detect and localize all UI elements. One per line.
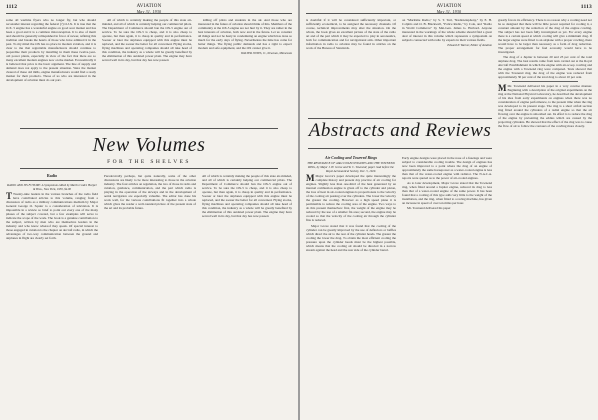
body-text: is doubtful if it will be considered sufficiently important, or sufficiently economical, to be assigned the necessary channels. Of course, technical improvements may alter the situation. On the whole, the book gives an excellent picture of the state of the radio art and of the part which it may be expected to play in aeronautics, both for communication and for navigational aids. Other important information in radio to aviation may be found in articles on the work of the Bureau of Standards. [306, 18, 396, 50]
top-column-1 [306, 18, 396, 116]
right-page [300, 0, 598, 420]
section-title-text: New Volumes [92, 134, 206, 156]
review-heading: Radio [46, 174, 58, 178]
review-body: T Twenty-nine leaders in the various branches of the radio field have contributed articles to this volume, ranging from a discussion of radio as a military communications medium by Major General George O. Squier to a consideration of television. It is impossible in a review so brief to point out every one of the many phases of the subject covered, but a few examples will serve to indicate the scope of the work. The book is a genuine contribution to the subject, written by men who are themselves leaders in the industry and who know whereof they speak. Of special interest to those engaged in aviation is the chapter on aircraft radio, in which the advantages of two-way communication between the ground and airplanes in flight are clearly set forth. [6, 190, 98, 241]
letter-column-3 [198, 18, 292, 124]
article-body: Early engine designs were placed in the nose of a fuselage and were subject to considerable cooling trouble. The design of engines has now been improved to a point where the drag of an engine of approximately the same horsepower as a water-cooled engine is less than that of the water-cooled engine with radiator. The N.A.C.A. reports were quoted as to the power of air-cooled engines. [402, 156, 492, 180]
article-body: M Mr. Townend delivered his paper in a very concise manner. Beginning with a description of the original experiments on the ring at the National Physical Laboratory, he described the development of his idea from early experiments on engines when there was no consideration of engine performance, to the present time when the ring was developed to its present stage. The ring is a short airfoil section ring fitted around the cylinders of a radial engine so that the air flowing over the engine is smoothed out. Its effect is to reduce the drag of the engine by preventing the eddies which are caused by the projecting cylinders. He showed that the effect of the ring was to cause the flow of air to follow the contours of the cowling more closely. [498, 82, 592, 129]
article-title: Air Cooling and Towered Rings [324, 156, 378, 160]
article-column-1 [306, 156, 396, 416]
top-column-2 [402, 18, 492, 116]
letter-signature: WALTER JONES, Jr., Newman, Minnesota [240, 51, 292, 56]
article-body: Major Grove stated that it was found that the cooling of the cylinder can be greatly improved by the use of deflectors or baffles which direct the air to the rear of the cylinder heads. The greater the cooling the lower the drag. To obtain the most efficient cooling the pressure upon the cylinder heads must be the highest possible, which means that the cooling air should be directed in a narrow stream against the head and the rear side of the cylinder barrel. [306, 223, 396, 252]
body-text: The drag of a Jupiter is between 20 and 23 per cent of the total airplane drag. The best results came from tests carried out at the Royal Aircraft Establishment in which the engine with air-scoop cowling and the engine with a Townend ring were compared. Tests showed that with the Townend ring, the drag of the engine was reduced from approximately 30 per cent of the total drag to about 10 per cent. [498, 55, 592, 80]
review-body: All of which is certainly making the people of this state air-minded, and all of which is certainly helping our commercial pilots. The Department of Commerce should ban the OX-5 engine out of service. To be sure the OX-5 is cheap, and it is also cheap to operate, but then again, it is cheap in quality and in performance. Sooner or later the airplanes equipped with this engine must be replaced, and the sooner the better for all concerned. Flying stocks, flying machines and operating companies should all take heed of this condition, the industry as a whole will be greatly benefited by the elimination of this outdated power plant. The engine may have served well in its day, but that day has now passed. [202, 174, 292, 218]
magazine-date: May 31, 1930 [136, 9, 162, 14]
review-signature: Edward P. Warner, Editor of Aviation [447, 43, 492, 48]
section-title [0, 134, 298, 165]
title-rule-top [308, 118, 492, 119]
magazine-title: AVIATION [136, 4, 162, 9]
review-citation: RADIO AND ITS FUTURE: A Symposium edited by Martin Codel. Harper & Bros., New York, 1930, $4.00 [7, 183, 97, 191]
letter-column-1 [6, 18, 96, 124]
review-column-3 [202, 174, 292, 416]
magazine-title: AVIATION [436, 4, 462, 9]
section-subtitle: FOR THE SHELVES [107, 159, 191, 165]
magazine-date: May 31, 1930 [436, 9, 462, 14]
article-citation: THE RESISTANCE OF AIR-COOLED ENGINES AND THE TOWNEND RING, by Major J. H. Grove and W. C. Townend; paper read before the Royal Aeronautical Society, Dec. 5, 1929. [307, 161, 395, 174]
article-column-2 [402, 156, 492, 416]
article-body: Mr. Townend delivered his paper [407, 206, 451, 211]
article-body: M Major Grove's paper developed the quite interestingly the complete history and present day practice of air cooling for engines. Slightly less than one-third of the heat generated by an internal combustion engine is given off to the cylinder and piston, the loss of heat in air-cooled engines is proportionate to the velocity of the cooling air passing over the cylinders. The lower the velocity the greater the cooling. However as a high speed plane it is permissible to reduce the cooling area of the engine. Two ways to do this present themselves: first, the weight of the engine may be reduced by the use of a smaller fin area; second, the engine may be cooled so that the velocity of the cooling air through the cylinder fins is reduced. [306, 172, 396, 223]
right-column-3 [498, 18, 592, 416]
article-body: As to later development, Major Grove stated that the Townend ring, when fitted around a Jupiter engine, reduced its drag to less than that of a water-cooled engine of the same power. It has been found that a cooling of this type adds very little to the weight of the installation, and the ring, when fitted to a racing machine, has given an increase in speed of over ten miles per hour. [402, 181, 492, 206]
drop-cap: M [498, 82, 507, 93]
title-rule-top [20, 128, 278, 129]
review-body: Paradoxically perhaps, but quite naturally, some of the other discussions are likely to be more interesting to those in the aviation industry. The four articles on regulation, the two of those in radio and aviation, guidance, communication, and the part which radio is playing in the operation of the airways and in the development of aerial navigation are especially valuable. The editor has done his work well, for the various contributions fit together into a whole which gives the reader a well-rounded picture of the present state of the art and its probable future. [104, 174, 196, 210]
title-rule-bottom [308, 148, 492, 149]
header-rule [6, 13, 292, 14]
body-text: some all wartime flyers who no longer fly, but who should reconsider interest regarding the federal (?) O.J.X. It is true that the O.X. 5 engine has a wonderful engine on good sour market and has been a good and it is a common misconception. It is also of merit and should be generally relinquished in favor of newer, refining this tradition and breaks the hearts of those who have admired it in the past. To my mind the OX has no place in modern aviation, and it is clear to me that regrettable manufacturers should continue to jeopardize their products by installing in them these twelve-year-old power plants, especially in view of the fact that there are so many excellent modern engines now on the market. Economically it is believed that price is the basic argument. The line of supply and demand does not apply to the present situation. Were the market cleared of these old mills, engine manufacturers would find a ready market for their products. Those of us who are interested in the development of aviation must do our part. [6, 18, 96, 82]
header-rule [306, 13, 592, 14]
review-column-2 [104, 174, 196, 416]
title-rule-bottom [20, 168, 278, 169]
section-title: Abstracts and Reviews [308, 120, 492, 141]
review-column-1 [6, 174, 98, 416]
body-text: killing off pilots and students in the air. And those who are interested in the future of aviation should think of this. Members of the community at the OX-5 engine are not hurt by it. They are rather in the best interests of aviation, both now and in the future. Let us consider all things and not be hasty in condemning an engine which has done so much for the early days of flying. Nevertheless the time has come for better things. The flying public demands and has a right to expect modern and safe equipment, and the OX cannot give it. [198, 18, 292, 50]
left-page [0, 0, 298, 420]
body-text: All of which is certainly making the people of this state air-minded, and all of which is certainly helping our commercial pilots. The Department of Commerce should ban the OX-5 engine out of service. To be sure the OX-5 is cheap, and it is also cheap to operate, but then again, it is cheap in quality and in performance. Sooner or later the airplanes equipped with this engine must be replaced, and the sooner the better for all concerned. Flying stocks, flying machines and operating companies should all take heed of this condition, the industry as a whole will be greatly benefited by the elimination of this outdated power plant. The engine may have served well in its day, but that day has now passed. [102, 18, 192, 62]
letter-column-2 [102, 18, 192, 124]
body-text: greatly favors its efficiency. There is no reason why a cooling need not be so designed that there will be little power required for cooling it, a constant amount by the reduction of the drag of the engine cowling. The subject has not been fully investigated as yet. For every engine there is a certain speed at which cooling will give a minimum drag. If the larger engine were fitted to an airplane with a proper cowling, there would have to be larger than necessary as a form of drag reduction. The proper arrangement for fuel economy would have to be investigated. [498, 18, 592, 54]
drop-cap: T [6, 190, 13, 201]
page-number: 1112 [6, 4, 18, 10]
drop-cap: M [306, 172, 315, 183]
page-number: 1113 [580, 4, 592, 10]
body-text: on "Maritime Radio," by S. T. Turl, "Radiotelephony," by E. H. Colpitts and O. B. Blackwell, "Police Radio," by Cole, and "Radio in World Commerce" by Mai-Gen. James G. Harbord. Anyone interested in the workings of the whole scheme should find a great deal of interest in this volume which represents a symposium on subjects connected with radio by experts in their various fields. [402, 18, 492, 42]
